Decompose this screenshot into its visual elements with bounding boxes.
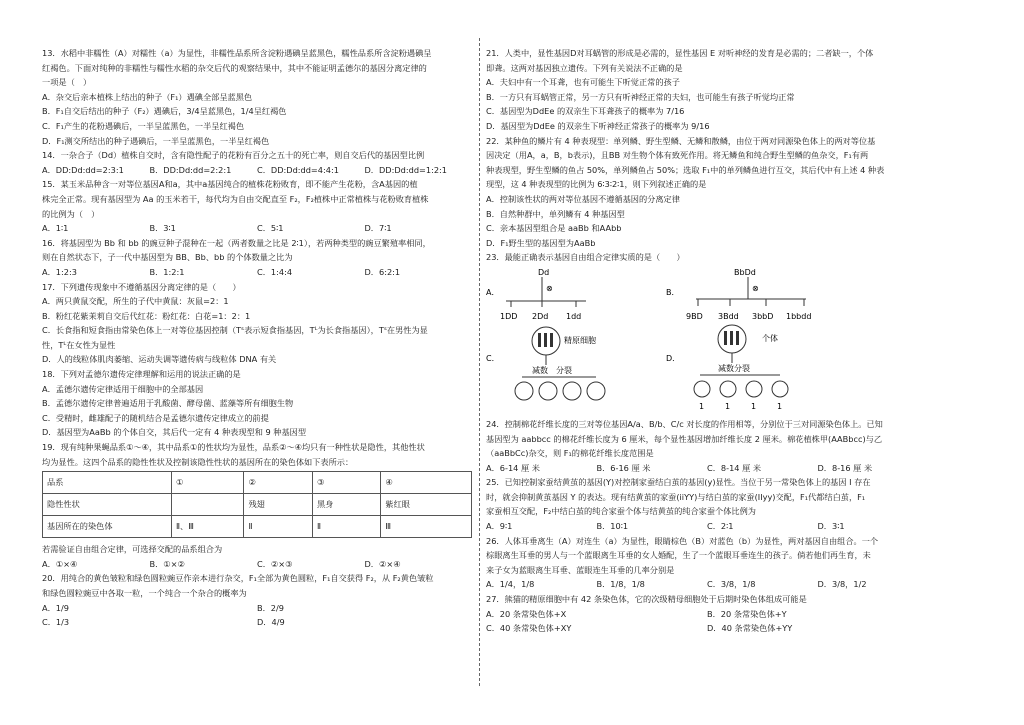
diagram-c bbox=[486, 327, 605, 400]
cell-label: 个体 bbox=[762, 333, 778, 343]
text-line: 和绿色圆粒豌豆中各取一粒，一个纯合一个杂合的概率为 bbox=[42, 588, 247, 598]
option-row bbox=[486, 461, 928, 476]
text-line: 时，就会抑制黄茧基因 Y 的表达。现有结黄茧的家蚕(iiYY)与结白茧的家蚕(IIyy)交配，F₁代都结白茧，F₁ bbox=[486, 491, 866, 502]
question-27 bbox=[486, 592, 928, 636]
option-row bbox=[42, 601, 472, 616]
option: 性，Tᴸ在女性为显性 bbox=[42, 339, 116, 350]
table-cell: Ⅱ、Ⅲ bbox=[172, 516, 244, 538]
text-line: 均为显性。这四个品系的隐性性状及控制该隐性性状的基因所在的染色体如下表所示： bbox=[42, 456, 354, 467]
table-cell: ① bbox=[172, 472, 244, 494]
chromosome bbox=[544, 333, 547, 347]
division-label: 减数 分裂 bbox=[532, 365, 572, 375]
parent-genotype: Dd bbox=[538, 267, 550, 277]
option: A．杂交后亲本植株上结出的种子（F₁）遇碘全部呈蓝黑色 bbox=[42, 91, 253, 102]
option: B．1/8，1/8 bbox=[596, 579, 645, 590]
ratio-value: 1 bbox=[751, 401, 757, 411]
option: C．3/8，1/8 bbox=[707, 579, 756, 590]
table-cell bbox=[172, 494, 244, 516]
question-21 bbox=[486, 46, 928, 134]
text-line: 20．用纯合的黄色皱粒和绿色圆粒豌豆作亲本进行杂交，F₁全部为黄色圆粒，F₁自交获得 F₂，从 F₂黄色皱粒 bbox=[42, 573, 434, 584]
option: B．1:2:1 bbox=[149, 266, 185, 277]
option: C．1:4:4 bbox=[257, 266, 293, 277]
option: C．2∶1 bbox=[707, 521, 734, 532]
option-row bbox=[42, 221, 472, 236]
text-line: 若需验证自由组合定律，可选择交配的品系组合为 bbox=[42, 544, 223, 555]
table-cell: ④ bbox=[381, 472, 472, 494]
text-line: 种表现型，野生型鳞的鱼占 50%，单列鳞鱼占 50%；选取 F₁中的单列鳞鱼进行互交，其后代中有上述 4 种表 bbox=[486, 164, 885, 175]
text-line: 一项是（ ） bbox=[42, 77, 92, 88]
option: D．F₁野生型的基因型为AaBb bbox=[486, 237, 596, 248]
table-cell: 紫红眼 bbox=[381, 494, 472, 516]
offspring-genotype: 1bbdd bbox=[786, 311, 812, 321]
option: B．20 条常染色体+Y bbox=[707, 608, 787, 619]
question-18 bbox=[42, 367, 472, 440]
text-line: 22．某种鱼的鳞片有 4 种表现型：单列鳞、野生型鳞、无鳞和散鳞，由位于两对同源染色体上的两对等位基 bbox=[486, 135, 876, 146]
question-19 bbox=[42, 440, 472, 571]
table-cell: ② bbox=[244, 472, 312, 494]
text-line: 16．将基因型为 Bb 和 bb 的豌豆种子混种在一起（两者数量之比是 2∶1），若两种类型的豌豆繁殖率相同， bbox=[42, 237, 431, 248]
text-line: 13．水稻中非糯性（A）对糯性（a）为显性，非糯性品系所含淀粉遇碘呈蓝黑色，糯性品系所含淀粉遇碘呈 bbox=[42, 48, 432, 58]
option: D．8-16 厘 米 bbox=[817, 462, 873, 473]
option: D．3∶1 bbox=[817, 521, 845, 532]
question-26 bbox=[486, 534, 928, 592]
gamete-circle bbox=[694, 381, 710, 397]
chromosome bbox=[550, 333, 553, 347]
diagram-a bbox=[486, 268, 586, 321]
option-row bbox=[486, 519, 928, 534]
strain-table bbox=[42, 471, 472, 538]
table-row bbox=[43, 494, 472, 516]
table-cell: 隐性性状 bbox=[43, 494, 172, 516]
question-15 bbox=[42, 177, 472, 235]
gamete-circle bbox=[515, 382, 533, 400]
option: B．①×② bbox=[149, 558, 185, 569]
gamete-circle bbox=[539, 382, 557, 400]
option: A．1/9 bbox=[42, 602, 69, 613]
chromosome bbox=[730, 331, 733, 345]
option: A．控制该性状的两对等位基因不遵循基因的分离定律 bbox=[486, 193, 680, 204]
option: D．40 条常染色体+YY bbox=[707, 623, 793, 634]
text-line: （aaBbCc)杂交，则 F₁的棉花纤维长度范围是 bbox=[486, 448, 654, 459]
option-row bbox=[42, 163, 472, 178]
option-label: D． bbox=[666, 353, 681, 363]
table-cell: Ⅲ bbox=[381, 516, 472, 538]
option: B．DD:Dd:dd=2:2:1 bbox=[149, 164, 232, 175]
option: B．F₁自交后结出的种子（F₂）遇碘后，3/4呈蓝黑色，1/4呈红褐色 bbox=[42, 106, 287, 117]
option: C．F₁产生的花粉遇碘后，一半呈蓝黑色，一半呈红褐色 bbox=[42, 120, 245, 131]
option: C．DD:Dd:dd=4:4:1 bbox=[257, 164, 339, 175]
option: C．长食指和短食指由常染色体上一对等位基因控制（Tˢ表示短食指基因，Tᴸ为长食指基因），Tˢ在男性为显 bbox=[42, 325, 428, 336]
table-row bbox=[43, 516, 472, 538]
option-row bbox=[486, 607, 928, 622]
table-cell: 黑身 bbox=[312, 494, 380, 516]
chromosome bbox=[538, 333, 541, 347]
option: A．夫妇中有一个耳聋，也有可能生下听觉正常的孩子 bbox=[486, 77, 680, 88]
question-13 bbox=[42, 46, 472, 148]
division-label: 减数分裂 bbox=[718, 363, 750, 373]
option: A．20 条常染色体+X bbox=[486, 608, 567, 619]
option: B．2/9 bbox=[257, 602, 284, 613]
text-line: 26．人体耳垂离生（A）对连生（a）为显性，眼睛棕色（B）对蓝色（b）为显性，两对基因自由组合。一个 bbox=[486, 535, 879, 546]
option: B．3∶1 bbox=[149, 223, 176, 234]
table-cell: 基因所在的染色体 bbox=[43, 516, 172, 538]
option: D．人的线粒体肌肉萎缩、运动失调等遗传病与线粒体 DNA 有关 bbox=[42, 354, 277, 365]
offspring-genotype: 1DD bbox=[500, 311, 518, 321]
option-row bbox=[42, 615, 472, 630]
ratio-value: 1 bbox=[725, 401, 731, 411]
option-row bbox=[42, 557, 472, 572]
option: D．基因型为DdEe 的双亲生下听神经正常孩子的概率为 9/16 bbox=[486, 120, 710, 131]
option: C．亲本基因型组合是 aaBb 和AAbb bbox=[486, 223, 622, 234]
option-label: B． bbox=[666, 287, 680, 297]
gamete-circle bbox=[587, 382, 605, 400]
option: B．自然种群中，单列鳞有 4 种基因型 bbox=[486, 208, 625, 219]
option: A．DD:Dd:dd=2:3:1 bbox=[42, 164, 124, 175]
question-22 bbox=[486, 134, 928, 251]
option: D．7∶1 bbox=[364, 223, 392, 234]
inheritance-diagrams bbox=[486, 265, 928, 417]
option: B．6-16 厘 米 bbox=[596, 462, 651, 473]
option: D．②×④ bbox=[364, 558, 401, 569]
option: D．4/9 bbox=[257, 617, 285, 628]
diagram-d bbox=[666, 325, 788, 411]
table-cell: Ⅱ bbox=[244, 516, 312, 538]
table-cell: 品系 bbox=[43, 472, 172, 494]
text-line: 则在自然状态下，子一代中基因型为 BB、Bb、bb 的个体数量之比为 bbox=[42, 252, 293, 263]
option: D．3/8，1/2 bbox=[817, 579, 867, 590]
option-label: C． bbox=[486, 353, 500, 363]
text-line: 红褐色。下面对纯种的非糯性与糯性水稻的杂交后代的观察结果中，其中不能证明孟德尔的基因分离定律的 bbox=[42, 62, 427, 73]
option: A．1/4，1/8 bbox=[486, 579, 535, 590]
option: A．9∶1 bbox=[486, 521, 513, 532]
gamete-circle bbox=[772, 381, 788, 397]
question-17 bbox=[42, 280, 472, 368]
text-line: 25．已知控制家蚕结黄茧的基因(Y)对控制家蚕结白茧的基因(y)显性。当位于另一常染色体上的基因 I 存在 bbox=[486, 477, 871, 488]
self-cross-symbol: ⊗ bbox=[546, 283, 553, 293]
table-cell: Ⅱ bbox=[312, 516, 380, 538]
option: D．DD:Dd:dd=1:2:1 bbox=[364, 164, 448, 175]
option: C．5∶1 bbox=[257, 223, 284, 234]
offspring-genotype: 1dd bbox=[566, 311, 582, 321]
offspring-genotype: 3Bdd bbox=[718, 311, 739, 321]
option: B．孟德尔遗传定律普遍适用于乳酸菌、酵母菌、蓝藻等所有细胞生物 bbox=[42, 398, 294, 409]
ratio-value: 1 bbox=[699, 401, 705, 411]
gamete-circle bbox=[720, 381, 736, 397]
option: D．基因型为AaBb 的个体自交，其后代一定有 4 种表现型和 9 种基因型 bbox=[42, 427, 307, 438]
diagram-b bbox=[666, 268, 811, 321]
option: A．①×④ bbox=[42, 558, 78, 569]
question-16 bbox=[42, 236, 472, 280]
table-row bbox=[43, 472, 472, 494]
option: C．基因型为DdEe 的双亲生下耳聋孩子的概率为 7/16 bbox=[486, 106, 685, 117]
option: B．10∶1 bbox=[596, 521, 629, 532]
option: B．粉红花紫茉莉自交后代红花：粉红花：白花=1：2：1 bbox=[42, 310, 251, 321]
offspring-genotype: 3bbD bbox=[752, 311, 774, 321]
option: A．6-14 厘 米 bbox=[486, 462, 540, 473]
gamete-circle bbox=[746, 381, 762, 397]
option: C．②×③ bbox=[257, 558, 293, 569]
option: A．孟德尔遗传定律适用于细胞中的全部基因 bbox=[42, 383, 204, 394]
option: A．两只黄鼠交配，所生的子代中黄鼠：灰鼠=2：1 bbox=[42, 296, 229, 307]
text-line: 现型，这 4 种表现型的比例为 6∶3∶2∶1，则下列叙述正确的是 bbox=[486, 179, 707, 190]
option-row bbox=[42, 265, 472, 280]
option-row bbox=[486, 577, 928, 592]
text-line: 基因型为 aabbcc 的棉花纤维长度为 6 厘米，每个显性基因增加纤维长度 2 厘米。棉花植株甲(AABbcc)与乙 bbox=[486, 433, 883, 444]
text-line: 来子女为蓝眼离生耳垂、蓝眼连生耳垂的几率分别是 bbox=[486, 564, 675, 575]
cell-label: 精原细胞 bbox=[564, 335, 596, 345]
option: C．8-14 厘 米 bbox=[707, 462, 762, 473]
left-column bbox=[42, 46, 472, 630]
text-line: 21．人类中，显性基因D对耳蜗管的形成是必需的，显性基因 E 对听神经的发育是必需的；二者缺一，个体 bbox=[486, 48, 874, 58]
option: A．1∶1 bbox=[42, 223, 69, 234]
text-line: 24．控制棉花纤维长度的三对等位基因A/a、B/b、C/c 对长度的作用相等，分别位于三对同源染色体上。已知 bbox=[486, 418, 883, 429]
text-line: 因决定（用A，a，B，b表示)，且BB 对生物个体有致死作用。将无鳞鱼和纯合野生型鳞的鱼杂交，F₁有两 bbox=[486, 150, 869, 161]
option: B．一方只有耳蜗管正常，另一方只有听神经正常的夫妇，也可能生有孩子听觉均正常 bbox=[486, 91, 795, 102]
gamete-circle bbox=[563, 382, 581, 400]
text-line: 17．下列遗传现象中不遵循基因分离定律的是（ ） bbox=[42, 281, 241, 292]
text-line: 27．熊猫的精原细胞中有 42 条染色体，它的次级精母细胞处于后期时染色体组成可能是 bbox=[486, 594, 807, 605]
right-column bbox=[486, 46, 928, 636]
text-line: 23．最能正确表示基因自由组合定律实质的是（ ） bbox=[486, 252, 685, 263]
option-row bbox=[486, 621, 928, 636]
question-20 bbox=[42, 571, 472, 629]
table-cell: 残翅 bbox=[244, 494, 312, 516]
option: A．1:2:3 bbox=[42, 266, 77, 277]
option: D．F₁测交所结出的种子遇碘后，一半呈蓝黑色，一半呈红褐色 bbox=[42, 135, 270, 146]
ratio-value: 1 bbox=[777, 401, 783, 411]
table-cell: ③ bbox=[312, 472, 380, 494]
text-line: 棕眼离生耳垂的男人与一个蓝眼离生耳垂的女人婚配，生了一个蓝眼耳垂连生的孩子。倘若他们再生育，未 bbox=[486, 550, 871, 561]
text-line: 即聋。这两对基因独立遗传。下列有关说法不正确的是 bbox=[486, 62, 683, 73]
question-14 bbox=[42, 148, 472, 177]
chromosome bbox=[724, 331, 727, 345]
option: C．40 条常染色体+XY bbox=[486, 623, 572, 634]
text-line: 18．下列对孟德尔遗传定律理解和运用的说法正确的是 bbox=[42, 369, 241, 380]
question-23 bbox=[486, 250, 928, 417]
text-line: 14．一杂合子（Dd）植株自交时，含有隐性配子的花粉有百分之五十的死亡率，则自交后代的基因型比例 bbox=[42, 150, 425, 161]
parent-genotype: BbDd bbox=[734, 267, 756, 277]
text-line: 的比例为（ ） bbox=[42, 208, 100, 219]
option: D．6:2:1 bbox=[364, 266, 401, 277]
option: C．1/3 bbox=[42, 617, 70, 628]
offspring-genotype: 2Dd bbox=[532, 311, 549, 321]
text-line: 19．现有纯种果蝇品系①～④，其中品系①的性状均为显性，品系②～④均只有一种性状是隐性，其他性状 bbox=[42, 442, 425, 453]
option: C．受精时，雌雄配子的随机结合是孟德尔遗传定律成立的前提 bbox=[42, 412, 269, 423]
question-25 bbox=[486, 475, 928, 533]
question-24 bbox=[486, 417, 928, 475]
option-label: A． bbox=[486, 287, 500, 297]
chromosome bbox=[736, 331, 739, 345]
text-line: 株完全正常。现有基因型为 Aa 的玉米若干，每代均为自由交配直至 F₂，F₂植株中正常植株与花粉败育植株 bbox=[42, 193, 429, 204]
text-line: 15．某玉米品种含一对等位基因A和a，其中a基因纯合的植株花粉败育，即不能产生花粉，含A基因的植 bbox=[42, 179, 418, 190]
column-divider bbox=[479, 38, 480, 686]
text-line: 家蚕相互交配，F₂中结白茧的纯合家蚕个体与结黄茧的纯合家蚕个体比例为 bbox=[486, 506, 756, 517]
offspring-genotype: 9BD bbox=[686, 311, 703, 321]
self-cross-symbol: ⊗ bbox=[752, 283, 759, 293]
